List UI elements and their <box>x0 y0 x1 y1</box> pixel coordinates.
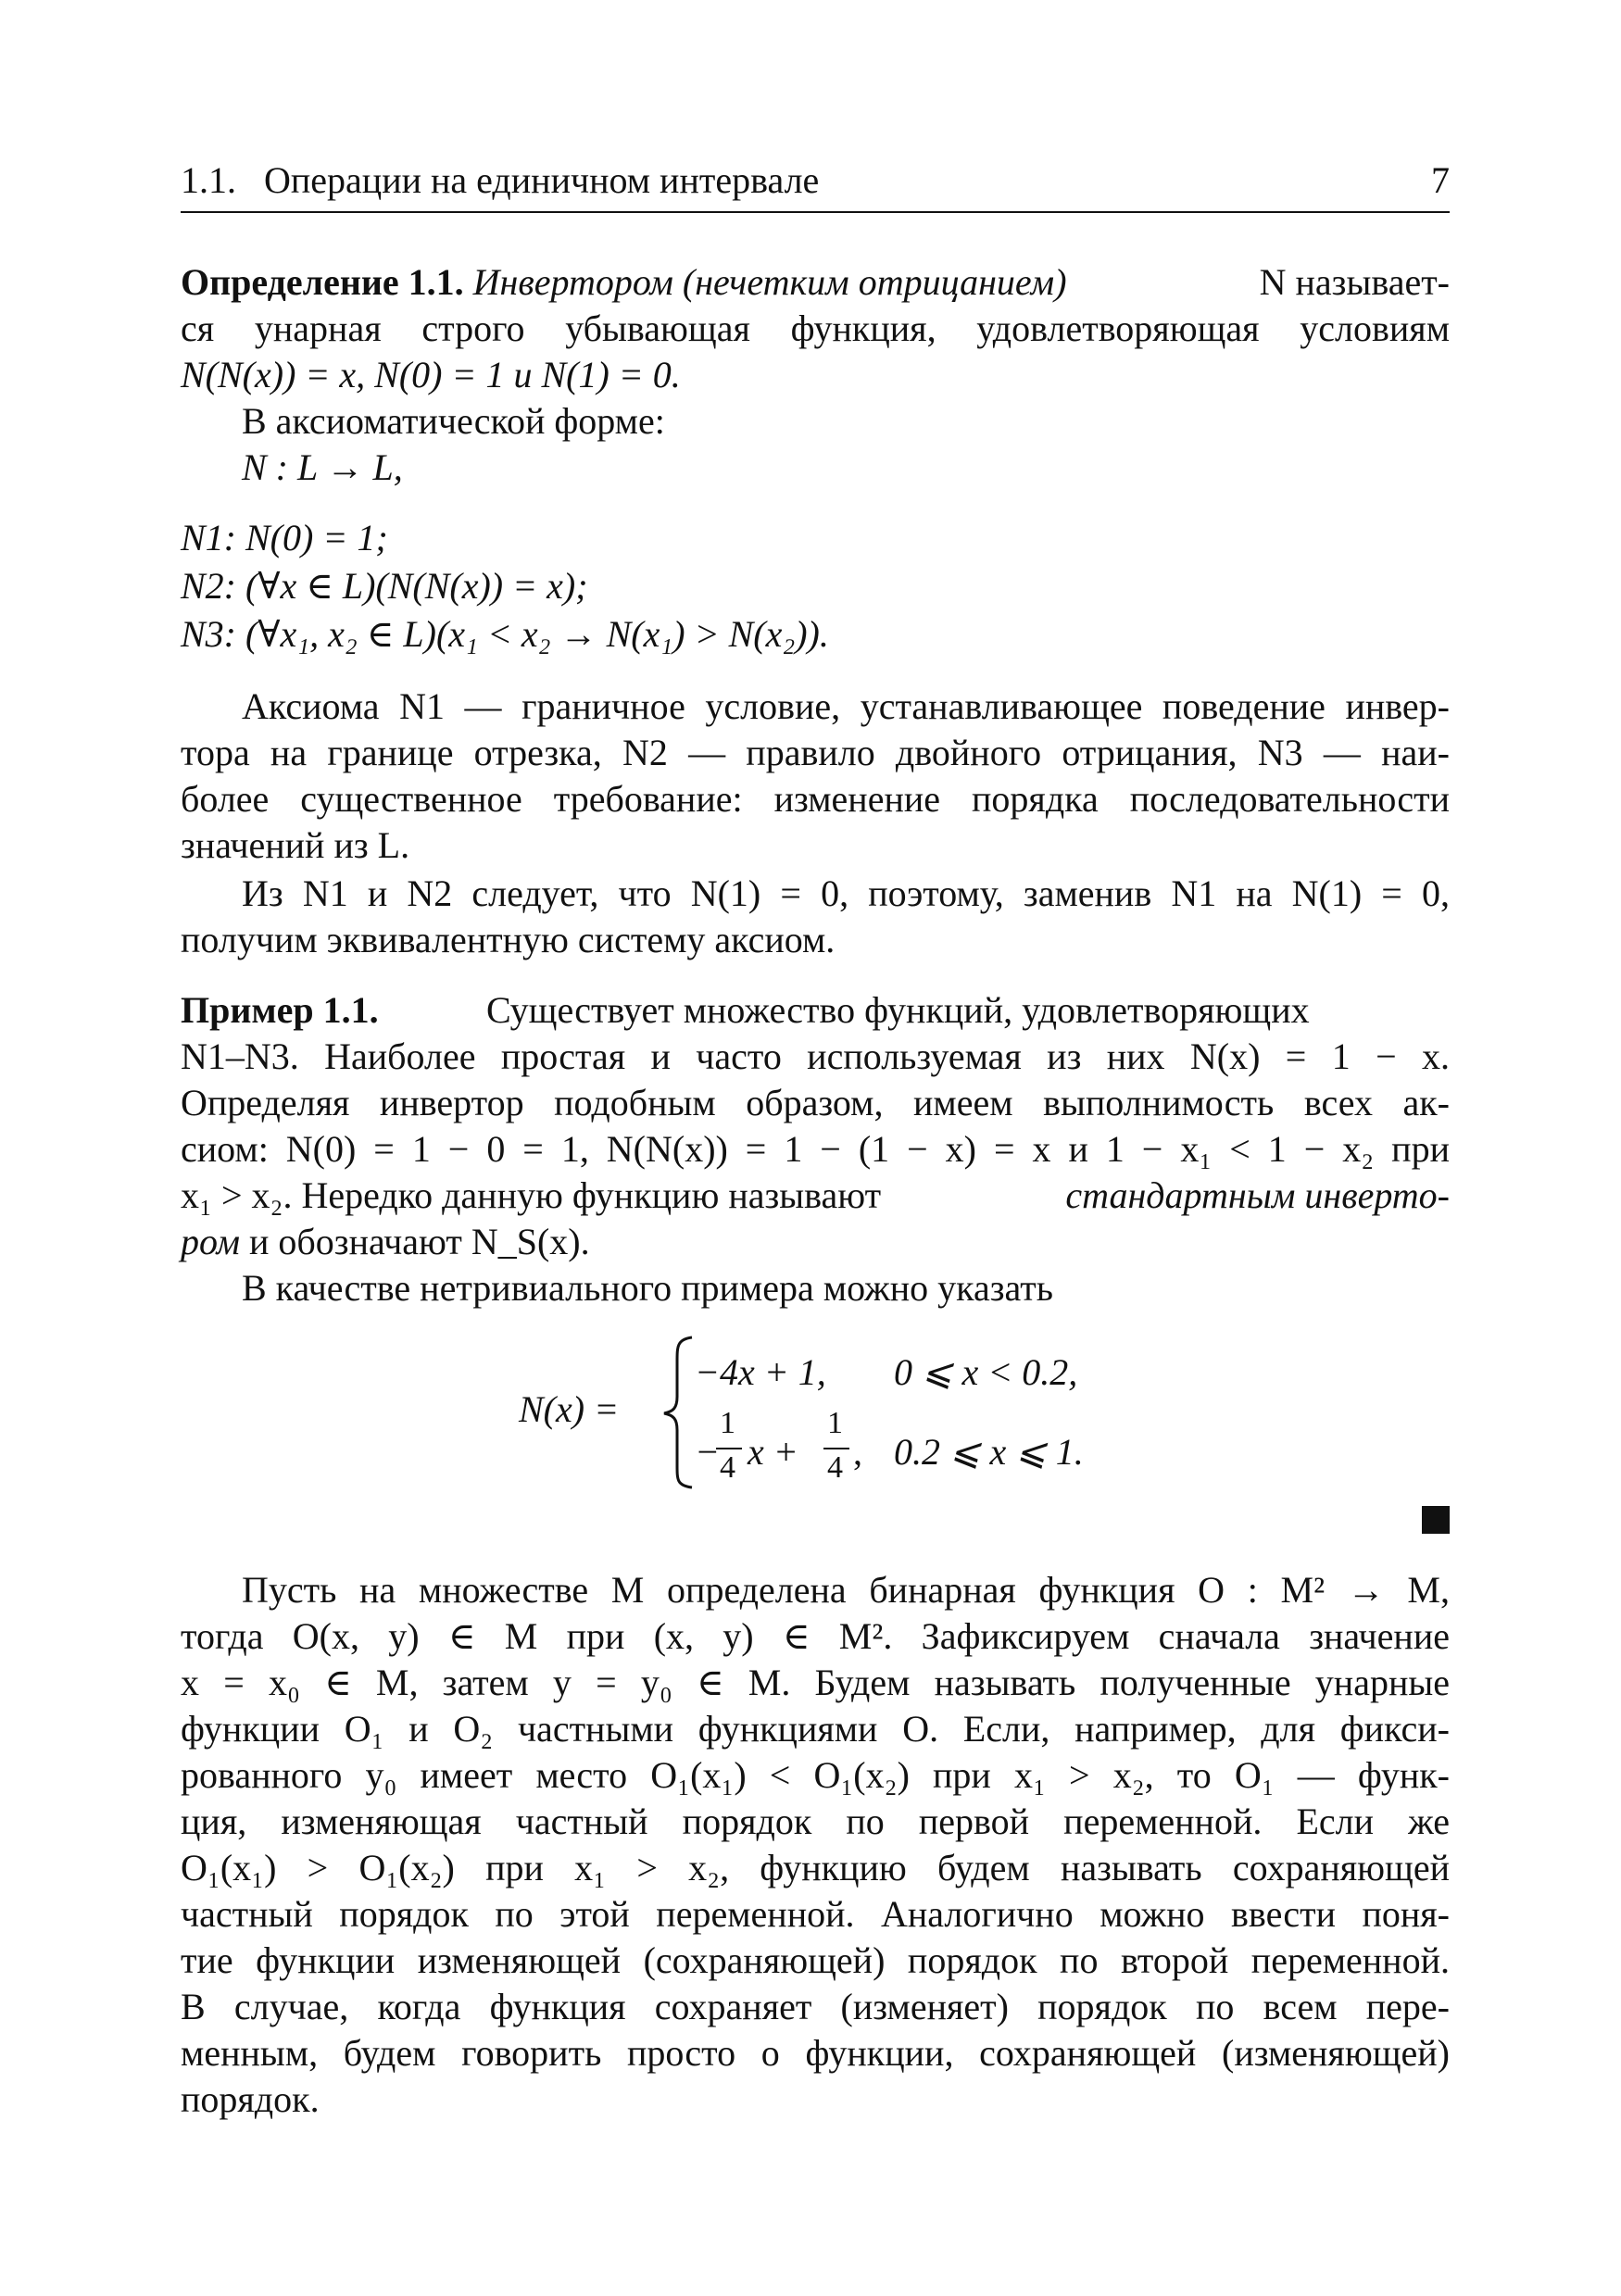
definition-block <box>181 259 1450 491</box>
example-block <box>181 987 1450 1311</box>
paragraph-line: Пусть на множестве M определена бинарная функция O : M² → M, <box>242 1569 1450 1611</box>
axiom-n2: N2: (∀x ∈ L)(N(N(x)) = x); <box>181 565 588 607</box>
paragraph-line: ция, изменяющая частный порядок по первой переменной. Если же <box>181 1800 1450 1842</box>
fraction-denominator: 4 <box>720 1450 735 1485</box>
fraction-numerator: 1 <box>827 1406 843 1440</box>
example-line6-rest: и обозначают N_S(x). <box>249 1221 590 1262</box>
paragraph-line: x = x₀ ∈ M, затем y = y₀ ∈ M. Будем называть полученные унарные <box>181 1662 1450 1703</box>
formula-case2-cond: 0.2 ⩽ x ⩽ 1. <box>894 1431 1084 1473</box>
paragraph-line: рованного y₀ имеет место O₁(x₁) < O₁(x₂) при x₁ > x₂, то O₁ — функ- <box>181 1754 1450 1796</box>
formula-case1-cond: 0 ⩽ x < 0.2, <box>894 1351 1078 1393</box>
paragraph-line: тогда O(x, y) ∈ M при (x, y) ∈ M². Зафиксируем сначала значение <box>181 1615 1450 1657</box>
formula-case2-comma: , <box>853 1431 862 1473</box>
piecewise-formula <box>181 1334 1450 1491</box>
paragraph-line: Аксиома N1 — граничное условие, устанавливающее поведение инвер- <box>242 685 1450 727</box>
fraction-bar <box>823 1448 849 1449</box>
formula-case2-x: x + <box>748 1431 798 1473</box>
example-line5-term: стандартным инверто- <box>1065 1174 1450 1216</box>
paragraph-line: порядок. <box>181 2078 320 2120</box>
formula-lhs: N(x) = <box>519 1388 620 1430</box>
example-nontrivial: В качестве нетривиального примера можно указать <box>242 1267 1053 1309</box>
follows-paragraph <box>181 871 1450 963</box>
paragraph-line: частный порядок по этой переменной. Аналогично можно ввести поня- <box>181 1893 1450 1935</box>
example-line6-term: ром <box>181 1221 241 1262</box>
axiom-n1: N1: N(0) = 1; <box>181 517 388 558</box>
paragraph-line: получим эквивалентную систему аксиом. <box>181 919 836 960</box>
axiomatic-signature: N : L → L, <box>242 446 403 488</box>
fraction-numerator: 1 <box>720 1406 735 1440</box>
fraction-bar <box>716 1448 742 1449</box>
paragraph-line: В случае, когда функция сохраняет (изменяет) порядок по всем пере- <box>181 1986 1450 2027</box>
axiom-paragraph <box>181 684 1450 869</box>
definition-line3: N(N(x)) = x, N(0) = 1 и N(1) = 0. <box>181 354 681 395</box>
paragraph-line: более существенное требование: изменение порядка последовательности <box>181 778 1450 820</box>
paragraph-line: менным, будем говорить просто о функции, сохраняющей (изменяющей) <box>181 2032 1450 2074</box>
fraction-denominator: 4 <box>827 1450 843 1485</box>
left-brace-icon <box>660 1334 697 1491</box>
end-of-proof-icon <box>1422 1506 1450 1534</box>
axiomatic-intro: В аксиоматической форме: <box>242 400 665 442</box>
paragraph-line: функции O₁ и O₂ частными функциями O. Если, например, для фикси- <box>181 1708 1450 1750</box>
definition-line1-rest: N называет- <box>1259 261 1450 303</box>
section-title: 1.1. Операции на единичном интервале <box>181 159 820 201</box>
page-number: 7 <box>1431 159 1450 201</box>
paragraph-line: значений из L. <box>181 824 410 866</box>
example-line1-rest <box>486 987 1450 1034</box>
paragraph-line: O₁(x₁) > O₁(x₂) при x₁ > x₂, функцию будем называть сохраняющей <box>181 1847 1450 1888</box>
example-line4: сиом: N(0) = 1 − 0 = 1, N(N(x)) = 1 − (1 − x) = x и 1 − x₁ < 1 − x₂ при <box>181 1128 1450 1170</box>
example-line3: Определяя инвертор подобным образом, имеем выполнимость всех ак- <box>181 1082 1450 1123</box>
example-line1-text: Существует множество функций, удовлетворяющих <box>486 989 1310 1031</box>
formula-case1-expr: −4x + 1, <box>695 1351 826 1393</box>
paragraph-line: тора на границе отрезка, N2 — правило двойного отрицания, N3 — наи- <box>181 732 1450 773</box>
definition-label: Определение 1.1. <box>181 261 464 303</box>
example-label: Пример 1.1. <box>181 989 379 1031</box>
example-line2: N1–N3. Наиболее простая и часто используемая из них N(x) = 1 − x. <box>181 1035 1450 1077</box>
paragraph-line: Из N1 и N2 следует, что N(1) = 0, поэтому, заменив N1 на N(1) = 0, <box>242 872 1450 914</box>
example-line5-start: x₁ > x₂. Нередко данную функцию называют <box>181 1174 882 1216</box>
definition-term: Инвертором (нечетким отрицанием) <box>472 261 1067 303</box>
paragraph-line: тие функции изменяющей (сохраняющей) порядок по второй переменной. <box>181 1939 1450 1981</box>
axiom-n3: N3: (∀x₁, x₂ ∈ L)(x₁ < x₂ → N(x₁) > N(x₂)). <box>181 613 829 655</box>
definition-line2: ся унарная строго убывающая функция, удовлетворяющая условиям <box>181 307 1450 349</box>
formula-case2-minus: − <box>695 1431 720 1473</box>
running-header <box>181 156 1450 213</box>
binary-paragraph <box>181 1567 1450 2123</box>
